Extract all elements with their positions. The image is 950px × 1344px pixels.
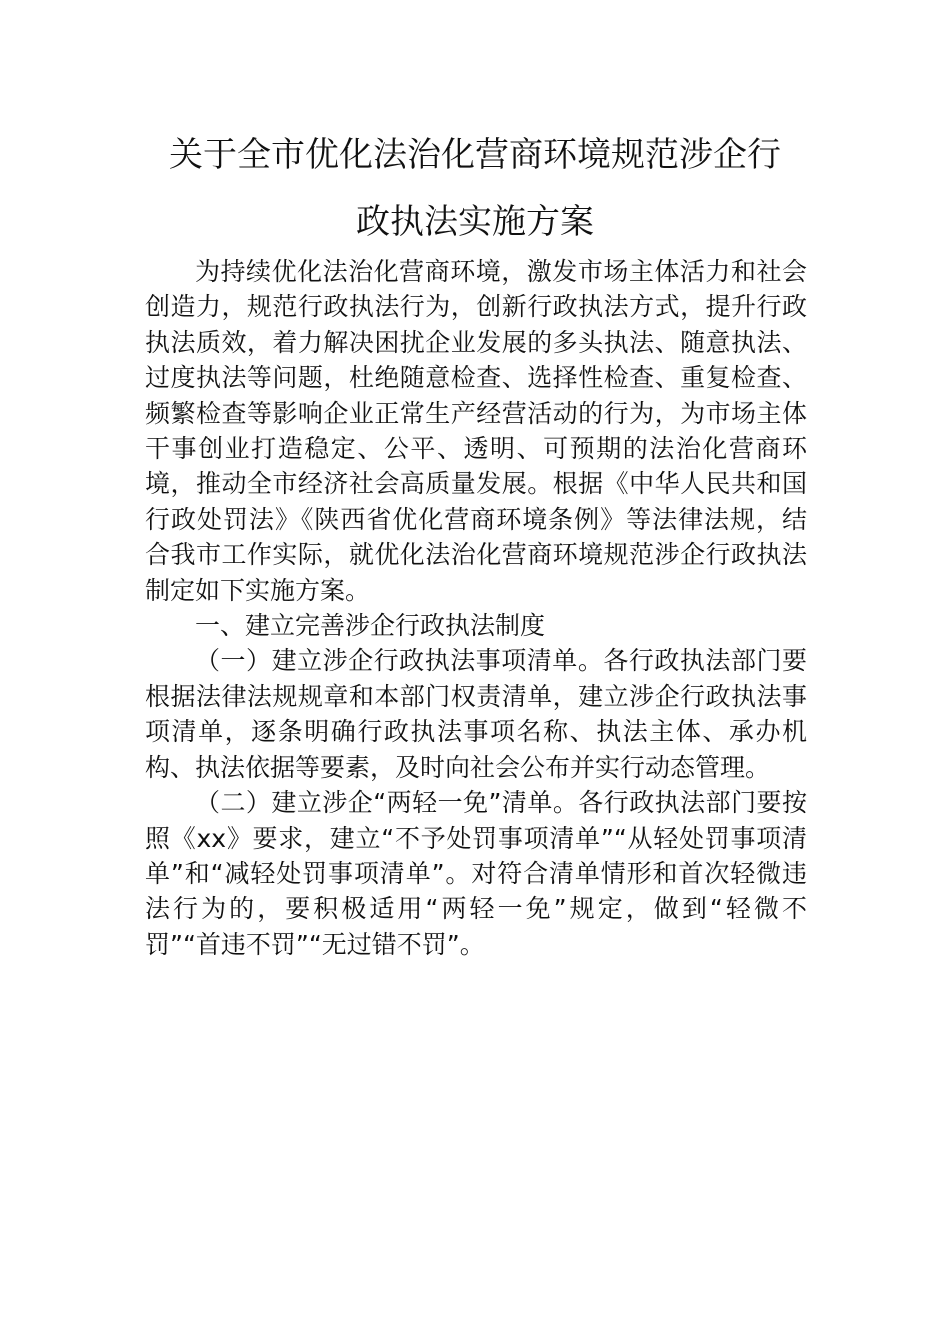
document-body	[145, 254, 807, 962]
document-title-line-1: 关于全市优化法治化营商环境规范涉企行	[169, 135, 781, 175]
intro-paragraph: 为持续优化法治化营商环境，激发市场主体活力和社会创造力，规范行政执法行为，创新行政执法方式，提升行政执法质效，着力解决困扰企业发展的多头执法、随意执法、过度执法等问题，杜绝随意检查、选择性检查、重复检查、频繁检查等影响企业正常生产经营活动的行为，为市场主体干事创业打造稳定、公平、透明、可预期的法治化营商环境，推动全市经济社会高质量发展。根据《中华人民共和国行政处罚法》《陕西省优化营商环境条例》等法律法规，结合我市工作实际，就优化法治化营商环境规范涉企行政执法制定如下实施方案。	[145, 257, 807, 605]
item-paragraph-1: （一）建立涉企行政执法事项清单。各行政执法部门要根据法律法规规章和本部门权责清单，建立涉企行政执法事项清单，逐条明确行政执法事项名称、执法主体、承办机构、执法依据等要素，及时向社会公布并实行动态管理。	[145, 646, 807, 782]
document-title-line-2: 政执法实施方案	[356, 202, 594, 242]
section-heading-1: 一、建立完善涉企行政执法制度	[195, 611, 546, 641]
item-paragraph-2: （二）建立涉企“两轻一免”清单。各行政执法部门要按照《xx》要求，建立“不予处罚事项清单”“从轻处罚事项清单”和“减轻处罚事项清单”。对符合清单情形和首次轻微违法行为的，要积极适用“两轻一免”规定，做到“轻微不罚”“首违不罚”“无过错不罚”。	[145, 788, 807, 959]
